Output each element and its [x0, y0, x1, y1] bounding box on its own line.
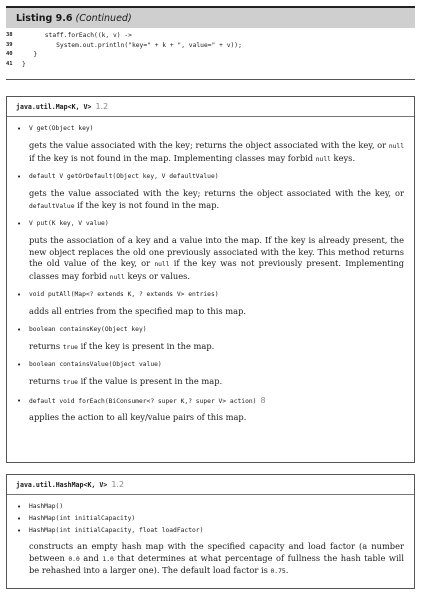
listing-header [6, 6, 415, 28]
method-description: applies the action to all key/value pairs of this map. [29, 411, 247, 422]
method-description: returns true if the key is present in the map. [29, 340, 215, 351]
code-text: } [22, 60, 26, 68]
line-number: 38 [6, 32, 13, 38]
method-description: adds all entries from the specified map to this map. [29, 306, 247, 316]
line-number: 41 [6, 60, 13, 67]
method-signature: • HashMap() [29, 501, 414, 513]
version: 1.2 [111, 480, 125, 489]
signature-text: V put(K key, V value) [29, 220, 109, 227]
listing-title: Listing 9.6 [16, 13, 73, 24]
method-signature [29, 323, 414, 337]
code-text: staff.forEach((k, v) -> [22, 32, 132, 39]
class-name: java.util.Map<K, V> [16, 103, 92, 111]
method-description: gets the value associated with the key; returns the object associated with the key, or defaultValue if the key is not found in the map. [29, 188, 404, 210]
api-box-hashmap [6, 474, 415, 589]
signature-text: V get(Object key) [29, 125, 94, 132]
api-box-header [7, 97, 414, 117]
version: 1.2 [95, 102, 109, 111]
api-item [7, 394, 414, 424]
signature-text: void putAll(Map<? extends K, ? extends V> entries) [29, 291, 219, 298]
code-text: System.out.println("key=" + k + ", value=" + v)); [22, 41, 242, 49]
api-box-header [7, 475, 414, 495]
method-signature: • HashMap(int initialCapacity, float loadFactor) [29, 525, 414, 537]
code-line [6, 50, 415, 60]
api-item [7, 170, 414, 212]
method-signature [29, 217, 414, 231]
method-description: constructs an empty hash map with the specified capacity and load factor (a number between 0.0 and 1.0 that determines at what percentage of fullness the hash table will be rehashed into a larger one). The default load factor is 0.75. [29, 541, 404, 575]
method-description: puts the association of a key and a value into the map. If the key is already present, the new object replaces the old one previously associated with the key. This method returns the old value of the key, or null if the key was not previously present. Implementing classes may forbid null keys or values. [29, 235, 405, 281]
method-signature: • HashMap(int initialCapacity) [29, 513, 414, 525]
listing-subtitle: (Continued) [75, 13, 132, 24]
method-description: gets the value associated with the key; returns the object associated with the key, or null if the key is not found in the map. Implementing classes may forbid null keys. [29, 140, 404, 163]
api-item [7, 122, 414, 165]
signature-text: default V getOrDefault(Object key, V defaultValue) [29, 173, 219, 180]
method-signature [29, 122, 414, 136]
code-line [6, 41, 415, 51]
line-number: 40 [6, 51, 13, 58]
api-box-map [6, 96, 415, 463]
method-signature [29, 170, 414, 184]
method-description: returns true if the value is present in the map. [29, 376, 223, 386]
signature-text: default void forEach(BiConsumer<? super K,? super V> action) [29, 397, 257, 405]
signature-text: boolean containsKey(Object key) [29, 325, 147, 333]
method-signature [29, 394, 414, 408]
api-item [7, 323, 414, 354]
api-item [7, 358, 414, 389]
method-signature [29, 288, 414, 302]
code-line [6, 31, 415, 41]
code-line [6, 60, 415, 70]
line-number: 39 [6, 41, 13, 48]
code-block [6, 31, 415, 69]
api-item [7, 288, 414, 318]
method-signature [29, 358, 414, 372]
api-item [7, 217, 414, 283]
signature-text: boolean containsValue(Object value) [29, 361, 162, 368]
divider [6, 79, 415, 80]
code-text: } [22, 51, 38, 59]
version: 8 [260, 395, 266, 405]
class-name: java.util.HashMap<K, V> [16, 481, 108, 489]
